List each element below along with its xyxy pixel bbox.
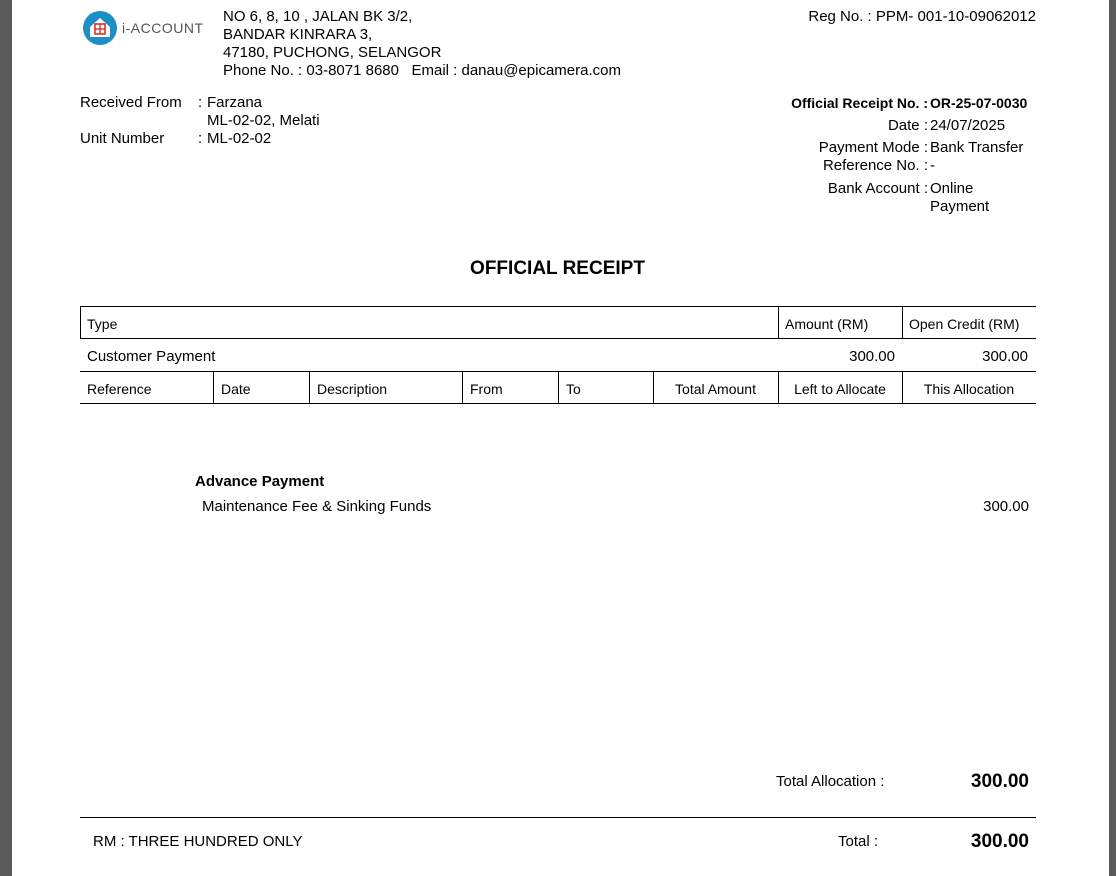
header-open-credit: Open Credit (RM) [909,316,1020,332]
receipt-page [12,0,1109,876]
payment-mode-label: Payment Mode : [818,139,928,156]
received-from-address: ML-02-02, Melati [207,112,320,129]
table-rule [558,371,559,403]
header-total-amount: Total Amount [675,381,756,397]
header-to: To [566,381,581,397]
bank-account-value-1: Online [930,180,974,197]
total-allocation-label: Total Allocation : [776,773,885,790]
reference-value: - [930,157,935,174]
contact-line: Phone No. : 03-8071 8680 Email : danau@epicamera.com [223,62,621,79]
header-description: Description [317,381,388,397]
reg-no: Reg No. : PPM- 001-10-09062012 [808,8,1036,25]
table-rule [462,371,463,403]
table-rule [778,306,779,338]
table-rule [80,403,1036,404]
reference-label: Reference No. : [822,157,928,174]
total-value: 300.00 [970,831,1029,852]
row-open-credit: 300.00 [982,348,1028,365]
header-amount: Amount (RM) [785,316,869,332]
advance-item-amount: 300.00 [983,498,1029,515]
advance-item-label: Maintenance Fee & Sinking Funds [202,498,432,515]
row-amount: 300.00 [849,348,895,365]
row-type: Customer Payment [87,348,216,365]
address-line-1: NO 6, 8, 10 , JALAN BK 3/2, [223,8,413,25]
table-rule [902,306,903,338]
total-label: Total : [838,833,879,850]
receipt-no-label: Official Receipt No. : [791,95,928,111]
payment-mode-value: Bank Transfer [930,139,1024,156]
footer-rule [80,817,1036,818]
header-date: Date [221,381,251,397]
amount-in-words: RM : THREE HUNDRED ONLY [93,833,303,850]
logo-text: i-ACCOUNT [122,20,204,36]
unit-number-value: ML-02-02 [207,130,272,147]
header-type: Type [87,316,118,332]
header-this-allocation: This Allocation [923,381,1015,397]
received-from-sep: : [198,94,203,111]
receipt-no-value: OR-25-07-0030 [930,95,1028,111]
received-from-name: Farzana [207,94,263,111]
receipt-title: OFFICIAL RECEIPT [470,258,645,279]
unit-number-label: Unit Number [80,130,165,147]
table-rule [213,371,214,403]
house-logo-icon [82,10,118,46]
address-line-2: BANDAR KINRARA 3, [223,26,373,43]
table-rule [80,306,1036,307]
table-rule [309,371,310,403]
total-allocation-value: 300.00 [970,771,1029,792]
header-left-to-allocate: Left to Allocate [794,381,886,397]
bank-account-label: Bank Account : [827,180,928,197]
address-line-3: 47180, PUCHONG, SELANGOR [223,44,442,61]
date-value: 24/07/2025 [930,117,1006,134]
table-rule [80,338,1036,339]
bank-account-value-2: Payment [930,198,990,215]
table-rule [80,306,81,338]
header-from: From [470,381,503,397]
received-from-label: Received From [80,94,182,111]
date-label: Date : [887,117,928,134]
header-reference: Reference [87,381,152,397]
unit-number-sep: : [198,130,203,147]
advance-heading: Advance Payment [195,473,325,490]
